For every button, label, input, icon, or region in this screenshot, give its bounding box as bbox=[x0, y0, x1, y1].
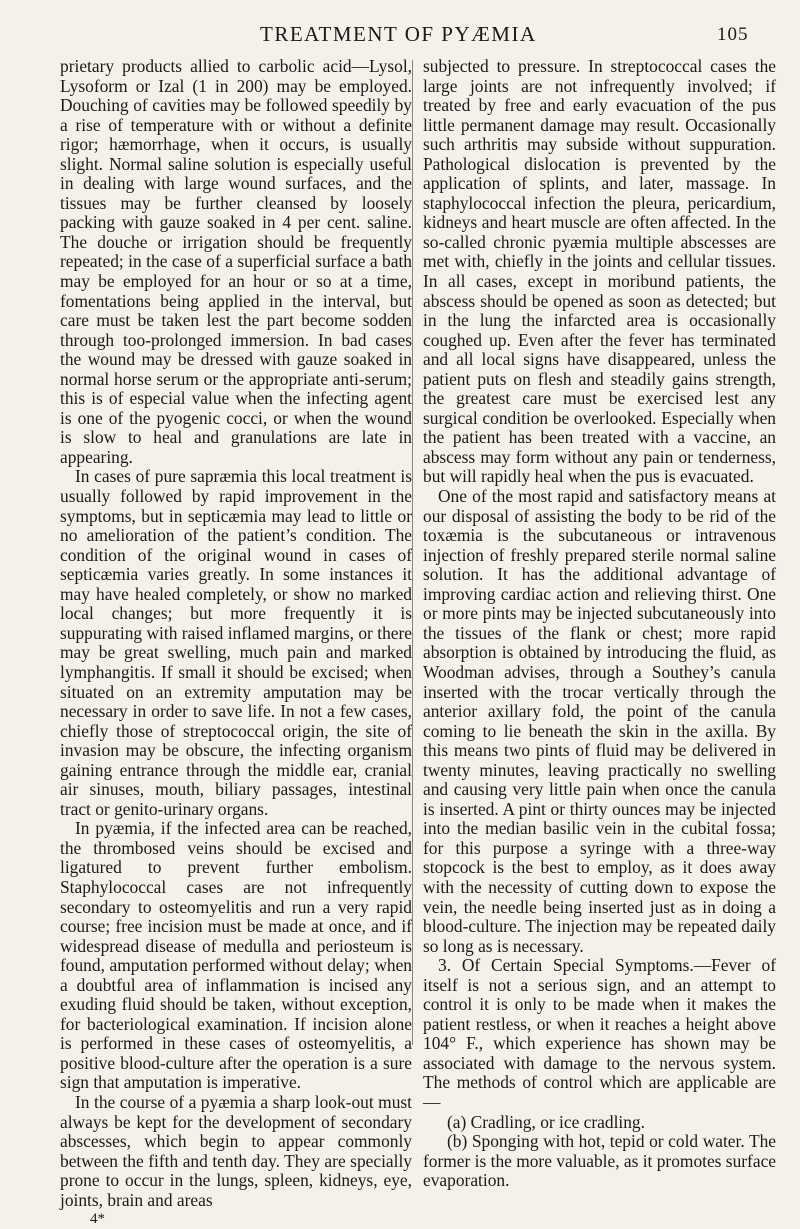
paragraph: In the course of a pyæmia a sharp look-out must always be kept for the development of secondary abscesses, which begin to appear commonly between the fifth and tenth day. They are specially prone to occur in the lungs, spleen, kidneys, eye, joints, brain and areas bbox=[60, 1091, 412, 1210]
signature-mark: 4* bbox=[90, 1211, 105, 1228]
paragraph: prietary products allied to carbolic acid—Lysol, Lysoform or Izal (1 in 200) may be employed. Douching of cavities may be followed speedily by a rise of temperature with or without a definite rigor; hæmorrhage, when it occurs, is usually slight. Normal saline solution is especially useful in dealing with large wound surfaces, and the tissues may be further cleansed by loosely packing with gauze soaked in 4 per cent. saline. The douche or irrigation should be frequently repeated; in the case of a superficial surface a bath may be employed for an hour or so at a time, fomentations being applied in the interval, but care must be taken lest the part become sodden through too-prolonged immersion. In bad cases the wound may be dressed with gauze soaked in normal horse serum or the appropriate anti-serum; this is of especial value when the infecting agent is one of the pyogenic cocci, or when the wound is slow to heal and granulations are late in appearing. bbox=[60, 56, 412, 467]
page-header bbox=[0, 16, 800, 50]
running-head: TREATMENT OF PYÆMIA bbox=[260, 22, 537, 46]
column-divider bbox=[412, 60, 413, 1045]
page-number: 105 bbox=[717, 24, 749, 45]
paragraph: In pyæmia, if the infected area can be reached, the thrombosed veins should be excised and ligatured to prevent further embolism. Staphylococcal cases are not infrequently secondary to osteomyelitis and run a very rapid course; free incision must be made at once, and if widespread disease of medulla and periosteum is found, amputation performed without delay; when a doubtful area of inflammation is incised any exuding fluid should be taken, without exception, for bacteriological examination. If incision alone is performed in these cases of osteomyelitis, a positive blood-culture after the operation is a sure sign that amputation is imperative. bbox=[60, 818, 412, 1093]
list-item: (a) Cradling, or ice cradling. bbox=[447, 1111, 645, 1132]
paragraph: 3. Of Certain Special Symptoms.—Fever of itself is not a serious sign, and an attempt to control it is only to be made when it makes the patient restless, or when it reaches a height above 104° F., which experience has shown may be associated with damage to the nervous system. The methods of control which are applicable are— bbox=[423, 955, 776, 1112]
list-item: (b) Sponging with hot, tepid or cold water. The former is the more valuable, as it promotes surface evaporation. bbox=[423, 1131, 777, 1191]
left-column bbox=[60, 57, 412, 1229]
paragraph: subjected to pressure. In streptococcal cases the large joints are not infrequently involved; if treated by free and early evacuation of the pus little permanent damage may result. Occasionally such arthritis may subside without suppuration. Pathological dislocation is prevented by the application of splints, and later, massage. In staphylococcal infection the pleura, pericardium, kidneys and heart muscle are often affected. In the so-called chronic pyæmia multiple abscesses are met with, chiefly in the joints and cellular tissues. In all cases, except in moribund patients, the abscess should be opened as soon as detected; but in the lung the infarcted area is occasionally coughed up. Even after the fever has terminated and all local signs have disappeared, unless the patient puts on flesh and steadily gains strength, the greatest care must be exercised lest any surgical condition be overlooked. Especially when the patient has been treated with a vaccine, an abscess may form without any pain or tenderness, but will rapidly heal when the pus is evacuated. bbox=[423, 56, 776, 487]
paragraph: In cases of pure sapræmia this local treatment is usually followed by rapid improvement in the symptoms, but in septicæmia may lead to little or no amelioration of the patient’s condition. The condition of the original wound in cases of septicæmia varies greatly. In some instances it may have healed completely, or show no marked local changes; but more frequently it is suppurating with raised inflamed margins, or there may be great swelling, much pain and marked lymphangitis. If small it should be excised; when situated on an extremity amputation may be necessary in order to save life. In not a few cases, chiefly those of streptococcal origin, the site of invasion may be obscure, the infecting organism gaining entrance through the middle ear, cranial air sinuses, mouth, biliary passages, intestinal tract or genito-urinary organs. bbox=[60, 466, 412, 819]
right-column bbox=[423, 57, 776, 1191]
paragraph: One of the most rapid and satisfactory means at our disposal of assisting the body to be rid of the toxæmia is the subcutaneous or intravenous injection of freshly prepared sterile normal saline solution. It has the additional advantage of improving cardiac action and relieving thirst. One or more pints may be injected subcutaneously into the tissues of the flank or chest; more rapid absorption is obtained by introducing the fluid, as Woodman advises, through a Southey’s canula inserted with the trocar vertically through the anterior axillary fold, the point of the canula coming to lie beneath the skin in the axilla. By this means two pints of fluid may be delivered in twenty minutes, leaving practically no swelling and causing very little pain when once the canula is inserted. A pint or thirty ounces may be injected into the median basilic vein in the cubital fossa; for this purpose a syringe with a three-way stopcock is the best to employ, as it does away with the necessity of cutting down to expose the vein, the needle being inserted just as in doing a blood-culture. The injection may be repeated daily so long as is necessary. bbox=[423, 486, 776, 956]
